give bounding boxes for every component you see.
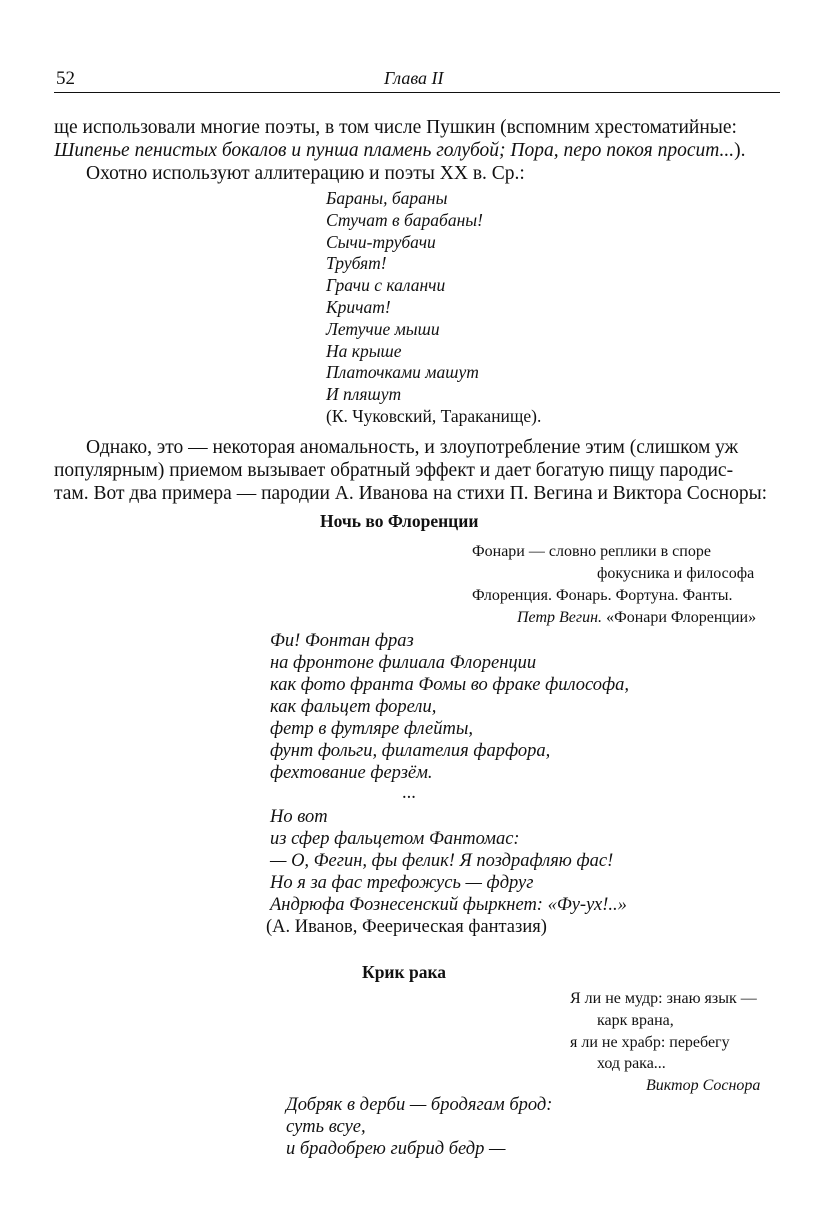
pushkin-quote: Шипенье пенистых бокалов и пунша пламень голубой; Пора, перо покоя просит... xyxy=(54,140,735,161)
parody-line: Андрюфа Фознесенский фыркнет: «Фу-ух!..» xyxy=(270,895,627,915)
poem-chukovsky xyxy=(326,188,483,406)
parody2-stanza xyxy=(286,1094,552,1160)
intro-line-3: Охотно используют аллитерацию и поэты XX в. Ср.: xyxy=(86,163,525,184)
parody-line: суть всуе, xyxy=(286,1117,366,1137)
intro-line-2-end: ). xyxy=(734,140,746,161)
parody-line: Добряк в дерби — бродягам брод: xyxy=(286,1095,553,1115)
epigraph-author: Петр Вегин. xyxy=(517,609,603,626)
poem-line: Кричат! xyxy=(326,296,391,317)
parody1-epigraph-line-1: Фонари — словно реплики в споре xyxy=(472,543,711,560)
parody-line: фетр в футляре флейты, xyxy=(270,719,474,739)
parody1-epigraph-line-2: фокусника и философа xyxy=(597,565,755,582)
para2-line-1: Однако, это — некоторая аномальность, и злоупотребление этим (слишком уж xyxy=(86,437,739,458)
epigraph-work: «Фонари Флоренции» xyxy=(606,609,757,626)
poem-source: (К. Чуковский, Тараканище). xyxy=(326,406,542,426)
parody-line: Но вот xyxy=(270,807,328,827)
parody-line: на фронтоне филиала Флоренции xyxy=(270,653,537,673)
poem-line: Платочками машут xyxy=(326,362,479,383)
parody2-epigraph-line-2: карк врана, xyxy=(597,1012,674,1029)
intro-line-2 xyxy=(54,139,746,162)
parody2-epigraph-line-3: я ли не храбр: перебегу xyxy=(570,1034,730,1051)
parody-line: из сфер фальцетом Фантомас: xyxy=(270,829,520,849)
intro-line-1: ще использовали многие поэты, в том числе Пушкин (вспомним хрестоматийные: xyxy=(54,117,737,138)
parody1-epigraph-line-3: Флоренция. Фонарь. Фортуна. Фанты. xyxy=(472,587,733,604)
parody-line: как фальцет форели, xyxy=(270,697,437,717)
parody2-title: Крик рака xyxy=(362,962,447,982)
parody-line: фунт фольги, филателия фарфора, xyxy=(270,741,551,761)
parody1-source: (А. Иванов, Феерическая фантазия) xyxy=(266,917,547,937)
poem-line: И пляшут xyxy=(326,384,402,405)
parody1-title: Ночь во Флоренции xyxy=(320,511,479,531)
parody-line: — О, Фегин, фы фелик! Я поздрафляю фас! xyxy=(270,851,614,871)
parody1-epigraph-attribution xyxy=(517,607,756,629)
parody2-epigraph-line-1: Я ли не мудр: знаю язык — xyxy=(570,990,757,1007)
parody1-stanza-2 xyxy=(270,806,627,916)
poem-line: На крыше xyxy=(326,340,402,361)
poem-line: Стучат в барабаны! xyxy=(326,209,483,230)
parody-line: как фото франта Фомы во фраке философа, xyxy=(270,675,630,695)
poem-line: Грачи с каланчи xyxy=(326,275,446,296)
stanza-ellipsis: ... xyxy=(402,783,416,803)
poem-line: Трубят! xyxy=(326,253,387,274)
parody1-stanza-1 xyxy=(270,630,629,784)
para2-line-3: там. Вот два примера — пародии А. Иванова на стихи П. Вегина и Виктора Сосноры: xyxy=(54,483,768,504)
parody-line: и брадобрею гибрид бедр — xyxy=(286,1139,506,1159)
parody-line: Но я за фас трефожусь — фдруг xyxy=(270,873,534,893)
parody2-epigraph-line-4: ход рака... xyxy=(597,1055,666,1072)
running-head: Глава II xyxy=(384,68,444,88)
poem-line: Летучие мыши xyxy=(326,318,440,339)
poem-line: Бараны, бараны xyxy=(326,188,448,208)
page-header xyxy=(54,62,780,93)
parody-line: Фи! Фонтан фраз xyxy=(270,631,414,651)
para2-line-2: популярным) приемом вызывает обратный эффект и дает богатую пищу пародис- xyxy=(54,460,734,481)
parody-line: фехтование ферзём. xyxy=(270,763,433,783)
page-number: 52 xyxy=(56,68,75,89)
poem-line: Сычи-трубачи xyxy=(326,231,436,252)
parody2-epigraph-author: Виктор Соснора xyxy=(646,1077,761,1094)
